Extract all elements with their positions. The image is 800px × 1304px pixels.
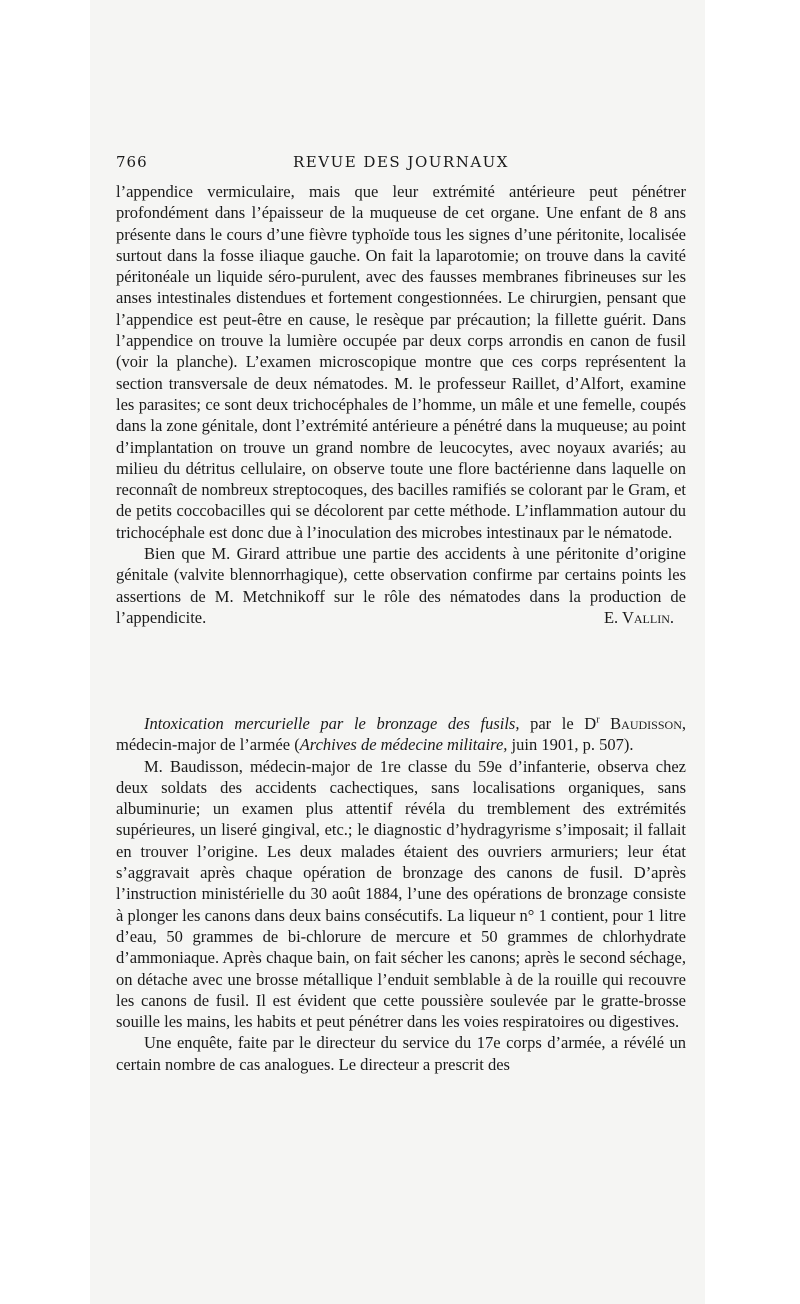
page-number: 766 bbox=[116, 153, 148, 171]
article2-by-sup: r bbox=[596, 714, 600, 726]
article1-paragraph-2 bbox=[116, 543, 686, 628]
article2-heading bbox=[116, 713, 686, 756]
article2-rest1: médecin-major de l’armée ( bbox=[116, 735, 300, 755]
article-intoxication-mercurielle bbox=[116, 713, 686, 1075]
page-header bbox=[116, 153, 686, 177]
article-trichocephale bbox=[116, 181, 686, 628]
article2-paragraph-1: M. Baudisson, médecin-major de 1re classe du 59e d’infanterie, observa chez deux soldats des accidents cachectiques, sans localisations organiques, sans albuminurie; un examen plus attentif révéla du tremblement des extrémités supérieures, un liseré gingival, etc.; le diagnostic d’hydragyrisme s’imposait; il fallait en trouver l’origine. Les deux malades étaient des ouvriers armuriers; leur état s’aggravait après chaque opération de bronzage des canons de fusil. D’après l’instruction ministérielle du 30 août 1884, l’une des opérations de bronzage consiste à plonger les canons dans deux bains consécutifs. La liqueur n° 1 contient, pour 1 litre d’eau, 50 grammes de bi-chlorure de mercure et 50 grammes de chlorhydrate d’ammoniaque. Après chaque bain, on fait sécher les canons; après le second séchage, on détache avec une brosse métallique l’enduit semblable à de la rouille qui recouvre les canons de fusil. Il est évident que cette poussière soulevée par le gratte-brosse souille les mains, les habits et peut pénétrer dans les voies respiratoires ou digestives. bbox=[116, 756, 686, 1032]
running-title: REVUE DES JOURNAUX bbox=[293, 153, 509, 171]
article2-by: par le D bbox=[519, 714, 597, 733]
article1-paragraph-1: l’appendice vermiculaire, mais que leur extrémité antérieure peut pénétrer profondément dans l’épaisseur de la muqueuse de cet organe. Une enfant de 8 ans présente dans le cours d’une fièvre typhoïde tous les signes d’une péritonite, localisée surtout dans la fosse iliaque gauche. On fait la laparotomie; on trouve dans la cavité péritonéale un liquide séro-purulent, avec des fausses membranes fibrineuses sur les anses intestinales distendues et fortement congestionnées. Le chirurgien, pensant que l’appendice est peut-être en cause, le resèque par précaution; la fillette guérit. Dans l’appendice on trouve la lumière occupée par deux corps arrondis en canon de fusil (voir la planche). L’examen microscopique montre que ces corps représentent la section transversale de deux nématodes. M. le professeur Raillet, d’Alfort, examine les parasites; ce sont deux trichocéphales de l’homme, un mâle et une femelle, coupés dans la zone génitale, dont l’extrémité antérieure a pénétré dans la muqueuse; au point d’implantation on trouve un grand nombre de leucocytes, avec noyaux avariés; au milieu du détritus cellulaire, on observe toute une flore bactérienne dans laquelle on reconnaît de nombreux streptocoques, des bacilles ramifiés se colorant par le Gram, et de petits coccobacilles qui se décolorent par cette méthode. L’inflammation autour du trichocéphale est donc due à l’inoculation des microbes intestinaux par le nématode. bbox=[116, 182, 686, 542]
article2-title: Intoxication mercurielle par le bronzage des fusils, bbox=[144, 714, 520, 733]
author-signature: E. Vallin. bbox=[603, 607, 674, 627]
article2-author: Baudisson, bbox=[599, 714, 686, 733]
article2-journal: Archives de médecine militaire, bbox=[299, 735, 508, 755]
article1-paragraph-2-text: Bien que M. Girard attribue une partie des accidents à une péritonite d’origine génitale (valvite blennorrhagique), cette observation confirme par certains points les assertions de M. Metchnikoff sur le rôle des nématodes dans la production de l’appendicite. bbox=[116, 544, 686, 627]
article2-paragraph-2: Une enquête, faite par le directeur du service du 17e corps d’armée, a révélé un certain nombre de cas analogues. Le directeur a prescrit des bbox=[116, 1033, 686, 1074]
article2-rest2: juin 1901, p. 507). bbox=[507, 735, 634, 755]
